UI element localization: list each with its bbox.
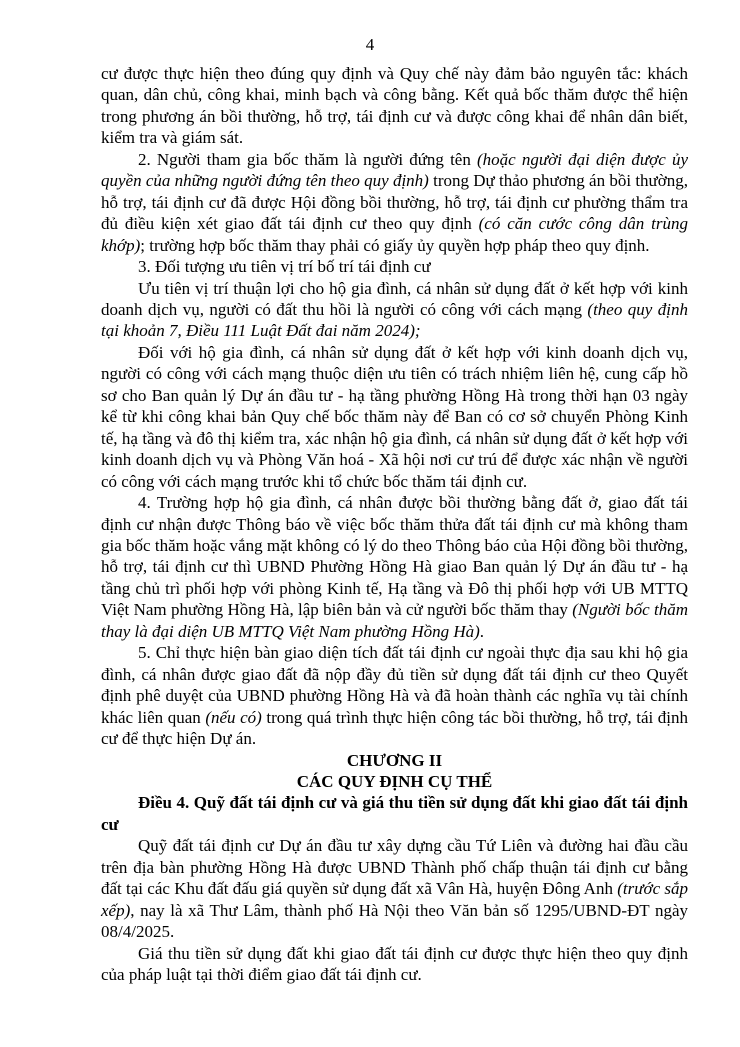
text-run: ; trường hợp bốc thăm thay phải có giấy ủy quyền hợp pháp theo quy định.	[140, 235, 650, 255]
text-run: 2. Người tham gia bốc thăm là người đứng tên	[138, 149, 478, 169]
text-run: cư được thực hiện theo đúng quy định và Quy chế này đảm bảo nguyên tắc: khách quan, dân chủ, công khai, minh bạch và công bằng. Kết quả bốc thăm được thể hiện trong phương án bồi thường, hỗ trợ, tái định cư và được công khai để nhân dân biết, kiểm tra và giám sát.	[101, 64, 688, 148]
text-run: trong Dự thảo phương án bồi thường, hỗ trợ, tái định cư đã được Hội đồng bồi thường, hỗ trợ, tái định cư phường thẩm tra đủ điều kiện xét giao đất tái định cư theo quy định	[101, 171, 688, 234]
chapter-heading	[101, 750, 688, 771]
paragraph-item-4	[101, 492, 688, 642]
page-number: 4	[365, 35, 375, 54]
paragraph-gia-thu	[101, 943, 688, 986]
text-run: CÁC QUY ĐỊNH CỤ THỂ	[296, 771, 493, 791]
italic-text-run: (hoặc người đại diện được ủy quyền của những người đứng tên theo quy định)	[101, 149, 689, 191]
italic-text-run: (trước sắp xếp)	[101, 879, 688, 920]
text-run: trong quá trình thực hiện công tác bồi thường, hỗ trợ, tái định cư để thực hiện Dự án.	[101, 707, 688, 749]
text-run: CHƯƠNG II	[346, 750, 443, 770]
italic-text-run: (Người bốc thăm thay là đại diện UB MTTQ Việt Nam phường Hồng Hà)	[101, 600, 688, 641]
italic-text-run: (có căn cước công dân trùng khớp)	[101, 214, 688, 255]
text-run: .	[479, 621, 485, 641]
paragraph-1-continuation	[101, 63, 688, 149]
text-run: Đối với hộ gia đình, cá nhân sử dụng đất ở kết hợp với kinh doanh dịch vụ, người có công với cách mạng thuộc diện ưu tiên có trách nhiệm liên hệ, cung cấp hồ sơ cho Ban quản lý Dự án đầu tư - hạ tầng phường Hồng Hà trong thời hạn 03 ngày kể từ khi công khai bản Quy chế bốc thăm này để Ban có cơ sở chuyển Phòng Kinh tế, hạ tầng và đô thị kiểm tra, xác nhận hộ gia đình, cá nhân sử dụng đất ở kết hợp với kinh doanh dịch vụ và Phòng Văn hoá - Xã hội nơi cư trú để được xác nhận về người có công với cách mạng trước khi tổ chức bốc thăm tái định cư.	[101, 342, 688, 491]
paragraph-quy-dat	[101, 835, 688, 942]
article-4-heading	[101, 792, 688, 835]
text-run: Ưu tiên vị trí thuận lợi cho hộ gia đình, cá nhân sử dụng đất ở kết hợp với kinh doanh dịch vụ, người có đất thu hồi là người có công với cách mạng	[101, 278, 688, 319]
paragraph-doi-voi	[101, 342, 688, 492]
paragraph-item-5	[101, 642, 688, 749]
text-run: , nay là xã Thư Lâm, thành phố Hà Nội theo Văn bản số 1295/UBND-ĐT ngày 08/4/2025.	[101, 900, 688, 942]
text-run: 5. Chỉ thực hiện bàn giao diện tích đất tái định cư ngoài thực địa sau khi hộ gia đình, cá nhân được giao đất đã nộp đầy đủ tiền sử dụng đất tái định cư theo Quyết định phê duyệt của UBND phường Hồng Hà và đã hoàn thành các nghĩa vụ tài chính khác liên quan	[101, 643, 688, 727]
document-body	[101, 63, 688, 985]
text-run: Giá thu tiền sử dụng đất khi giao đất tái định cư được thực hiện theo quy định của pháp luật tại thời điểm giao đất tái định cư.	[101, 943, 688, 985]
text-run: Điều 4. Quỹ đất tái định cư và giá thu tiền sử dụng đất khi giao đất tái định cư	[101, 793, 688, 834]
chapter-subheading	[101, 771, 688, 792]
paragraph-item-2	[101, 149, 688, 256]
paragraph-priority	[101, 278, 688, 342]
italic-text-run: (theo quy định tại khoản 7, Điều 111 Luật Đất đai năm 2024);	[101, 299, 689, 341]
text-run: Quỹ đất tái định cư Dự án đầu tư xây dựng cầu Tứ Liên và đường hai đầu cầu trên địa bàn phường Hồng Hà được UBND Thành phố chấp thuận tái định cư bằng đất tại các Khu đất đấu giá quyền sử dụng đất xã Vân Hà, huyện Đông Anh	[101, 836, 688, 899]
text-run: 3. Đối tượng ưu tiên vị trí bố trí tái định cư	[138, 257, 431, 277]
paragraph-item-3	[101, 256, 688, 277]
text-run: 4. Trường hợp hộ gia đình, cá nhân được bồi thường bằng đất ở, giao đất tái định cư nhận được Thông báo về việc bốc thăm thửa đất tái định cư mà không tham gia bốc thăm hoặc vắng mặt không có lý do theo Thông báo của Hội đồng bồi thường, hỗ trợ, tái định cư thì UBND Phường Hồng Hà giao Ban quản lý Dự án đầu tư - hạ tầng chủ trì phối hợp với phòng Kinh tế, Hạ tầng và Đô thị phối hợp với UB MTTQ Việt Nam phường Hồng Hà, lập biên bản và cử người bốc thăm thay	[101, 493, 688, 620]
italic-text-run: (nếu có)	[205, 707, 262, 727]
